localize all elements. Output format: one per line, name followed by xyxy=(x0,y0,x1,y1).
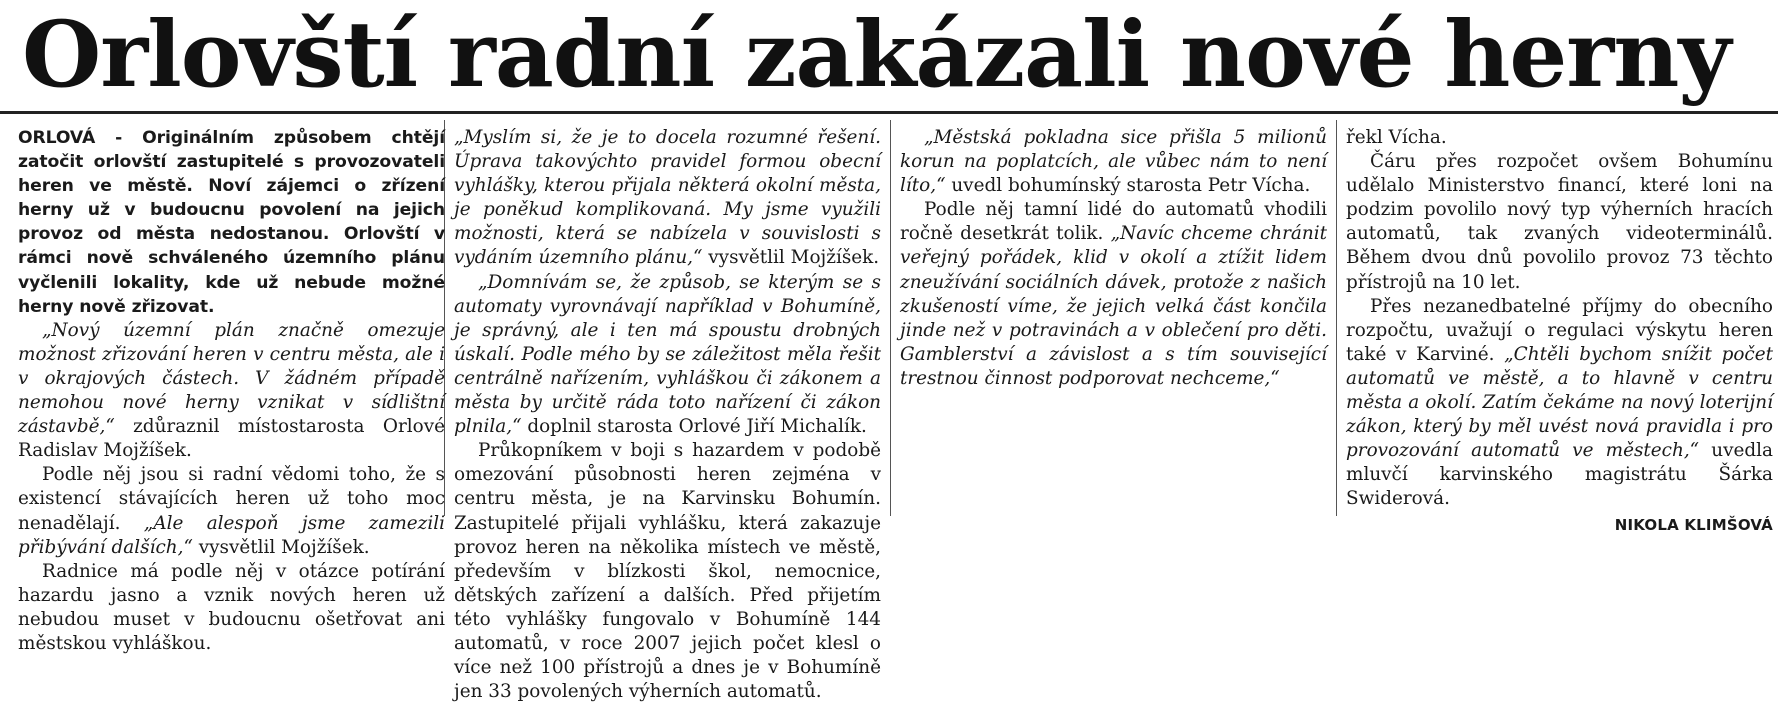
body-text: doplnil starosta Orlové Jiří Michalík. xyxy=(521,416,867,438)
body-text: Přes nezanedbatelné příjmy do obecního rozpočtu, uvažují o regulaci výskytu heren také v Karviné. xyxy=(1346,295,1773,365)
quote-text: „Domnívám se, že způsob, se kterým se s automaty vyrovnávají například v Bohumíně, je správný, ale i ten má spoustu drobných úskalí. Podle mého by se záležitost měla řešit centrálně nařízením, vyhláškou či zákonem a města by určitě ráda toto nařízení či zákon plnila,“ xyxy=(454,271,881,438)
body-paragraph xyxy=(1346,150,1773,295)
lead-paragraph xyxy=(18,126,445,319)
body-text: uvedl bohumínský starosta Petr Vícha. xyxy=(945,175,1311,197)
quote-text: „Ale alespoň jsme zamezili přibývání dalších,“ xyxy=(18,512,445,558)
byline: NIKOLA KLIMŠOVÁ xyxy=(1614,515,1773,534)
body-text: řekl Vícha. xyxy=(1346,127,1447,148)
body-paragraph xyxy=(18,560,445,656)
column-divider xyxy=(890,120,891,516)
article-column-1 xyxy=(18,126,445,654)
lead-text: - Originálním způsobem chtějí zatočit orlovští zastupitelé s provozovateli heren ve městě. Noví zájemci o zřízení herny už v budoucnu povolení na jejich provoz od města nedostanou. Orlovští v rámci nově schváleného územního plánu vyčlenili lokality, kde už nebude možné herny nově zřizovat. xyxy=(18,128,445,317)
body-text: zdůraznil místostarosta Orlové Radislav Mojžíšek. xyxy=(18,416,445,462)
quote-text: „Městská pokladna sice přišla 5 milionů korun na poplatcích, ale vůbec nám to není líto,“ xyxy=(900,127,1327,197)
body-text: Čáru přes rozpočet ovšem Bohumínu udělalo Ministerstvo financí, které loni na podzim povolilo nový typ výherních hracích automatů, tak zvaných videoterminálů. Během dvou dnů povolilo provoz 73 těchto přístrojů na 10 let. xyxy=(1346,151,1773,293)
article-column-2 xyxy=(454,126,881,703)
column-divider xyxy=(1336,120,1337,516)
quote-text: „Myslím si, že je to docela rozumné řešení. Úprava takovýchto pravidel formou obecní vyhlášky, kterou přijala některá okolní města, je poněkud komplikovaná. My jsme využili možnosti, která se nabízela v souvislosti s vydáním územního plánu,“ xyxy=(454,127,881,269)
body-text: vysvětlil Mojžíšek. xyxy=(192,536,370,558)
body-text: Podle něj tamní lidé do automatů vhodili ročně desetkrát tolik. xyxy=(900,199,1327,245)
body-paragraph xyxy=(18,463,445,559)
body-paragraph xyxy=(1346,295,1773,512)
body-text: vysvětlil Mojžíšek. xyxy=(702,247,880,269)
body-text: uvedla mluvčí karvinského magistrátu Šárka Swiderová. xyxy=(1346,440,1773,510)
quote-text: „Navíc chceme chránit veřejný pořádek, klid v okolí a ztížit lidem zneužívání sociálních dávek, protože z našich zkušeností víme, že jejich velká část končila jinde než v potravinách a v oblečení pro děti. Gamblerství a závislost a s tím související trestnou činnost podporovat nechceme,“ xyxy=(900,223,1327,389)
lead-dateline: ORLOVÁ xyxy=(18,128,96,148)
body-paragraph xyxy=(900,126,1327,198)
body-text: Průkopníkem v boji s hazardem v podobě omezování působnosti heren zejména v centru města, je na Karvinsku Bohumín. Zastupitelé přijali vyhlášku, která zakazuje provoz heren na několika místech ve městě, především v blízkosti škol, nemocnice, dětských zařízení a dalších. Před přijetím této vyhlášky fungovalo v Bohumíně 144 automatů, v roce 2007 jejich počet klesl o více než 100 přístrojů a dnes je v Bohumíně jen 33 povolených výherních automatů. xyxy=(454,440,881,703)
body-paragraph-continued xyxy=(454,126,881,271)
quote-text: „Chtěli bychom snížit počet automatů ve městě, a to hlavně v centru města a okolí. Zatím čekáme na nový loterijní zákon, který by měl uvést nová pravidla i pro provozování automatů ve městech,“ xyxy=(1346,343,1773,462)
body-paragraph xyxy=(900,198,1327,391)
article-column-3 xyxy=(900,126,1327,516)
headline-rule xyxy=(0,111,1778,114)
article-column-4 xyxy=(1346,126,1773,534)
headline: Orlovští radní zakázali nové herny xyxy=(22,2,1731,108)
body-paragraph-continued xyxy=(1346,126,1773,150)
body-paragraph xyxy=(18,319,445,464)
body-paragraph xyxy=(454,271,881,440)
body-text: Podle něj jsou si radní vědomi toho, že s existencí stávajících heren už toho moc nenadělají. xyxy=(18,464,445,534)
quote-text: „Nový územní plán značně omezuje možnost zřizování heren v centru města, ale i v okrajových částech. V žádném případě nemohou nové herny vznikat v sídlištní zástavbě,“ xyxy=(18,319,445,438)
body-paragraph xyxy=(454,439,881,704)
body-text: Radnice má podle něj v otázce potírání hazardu jasno a vznik nových heren už nebudou muset v budoucnu ošetřovat ani městskou vyhláškou. xyxy=(18,560,445,654)
